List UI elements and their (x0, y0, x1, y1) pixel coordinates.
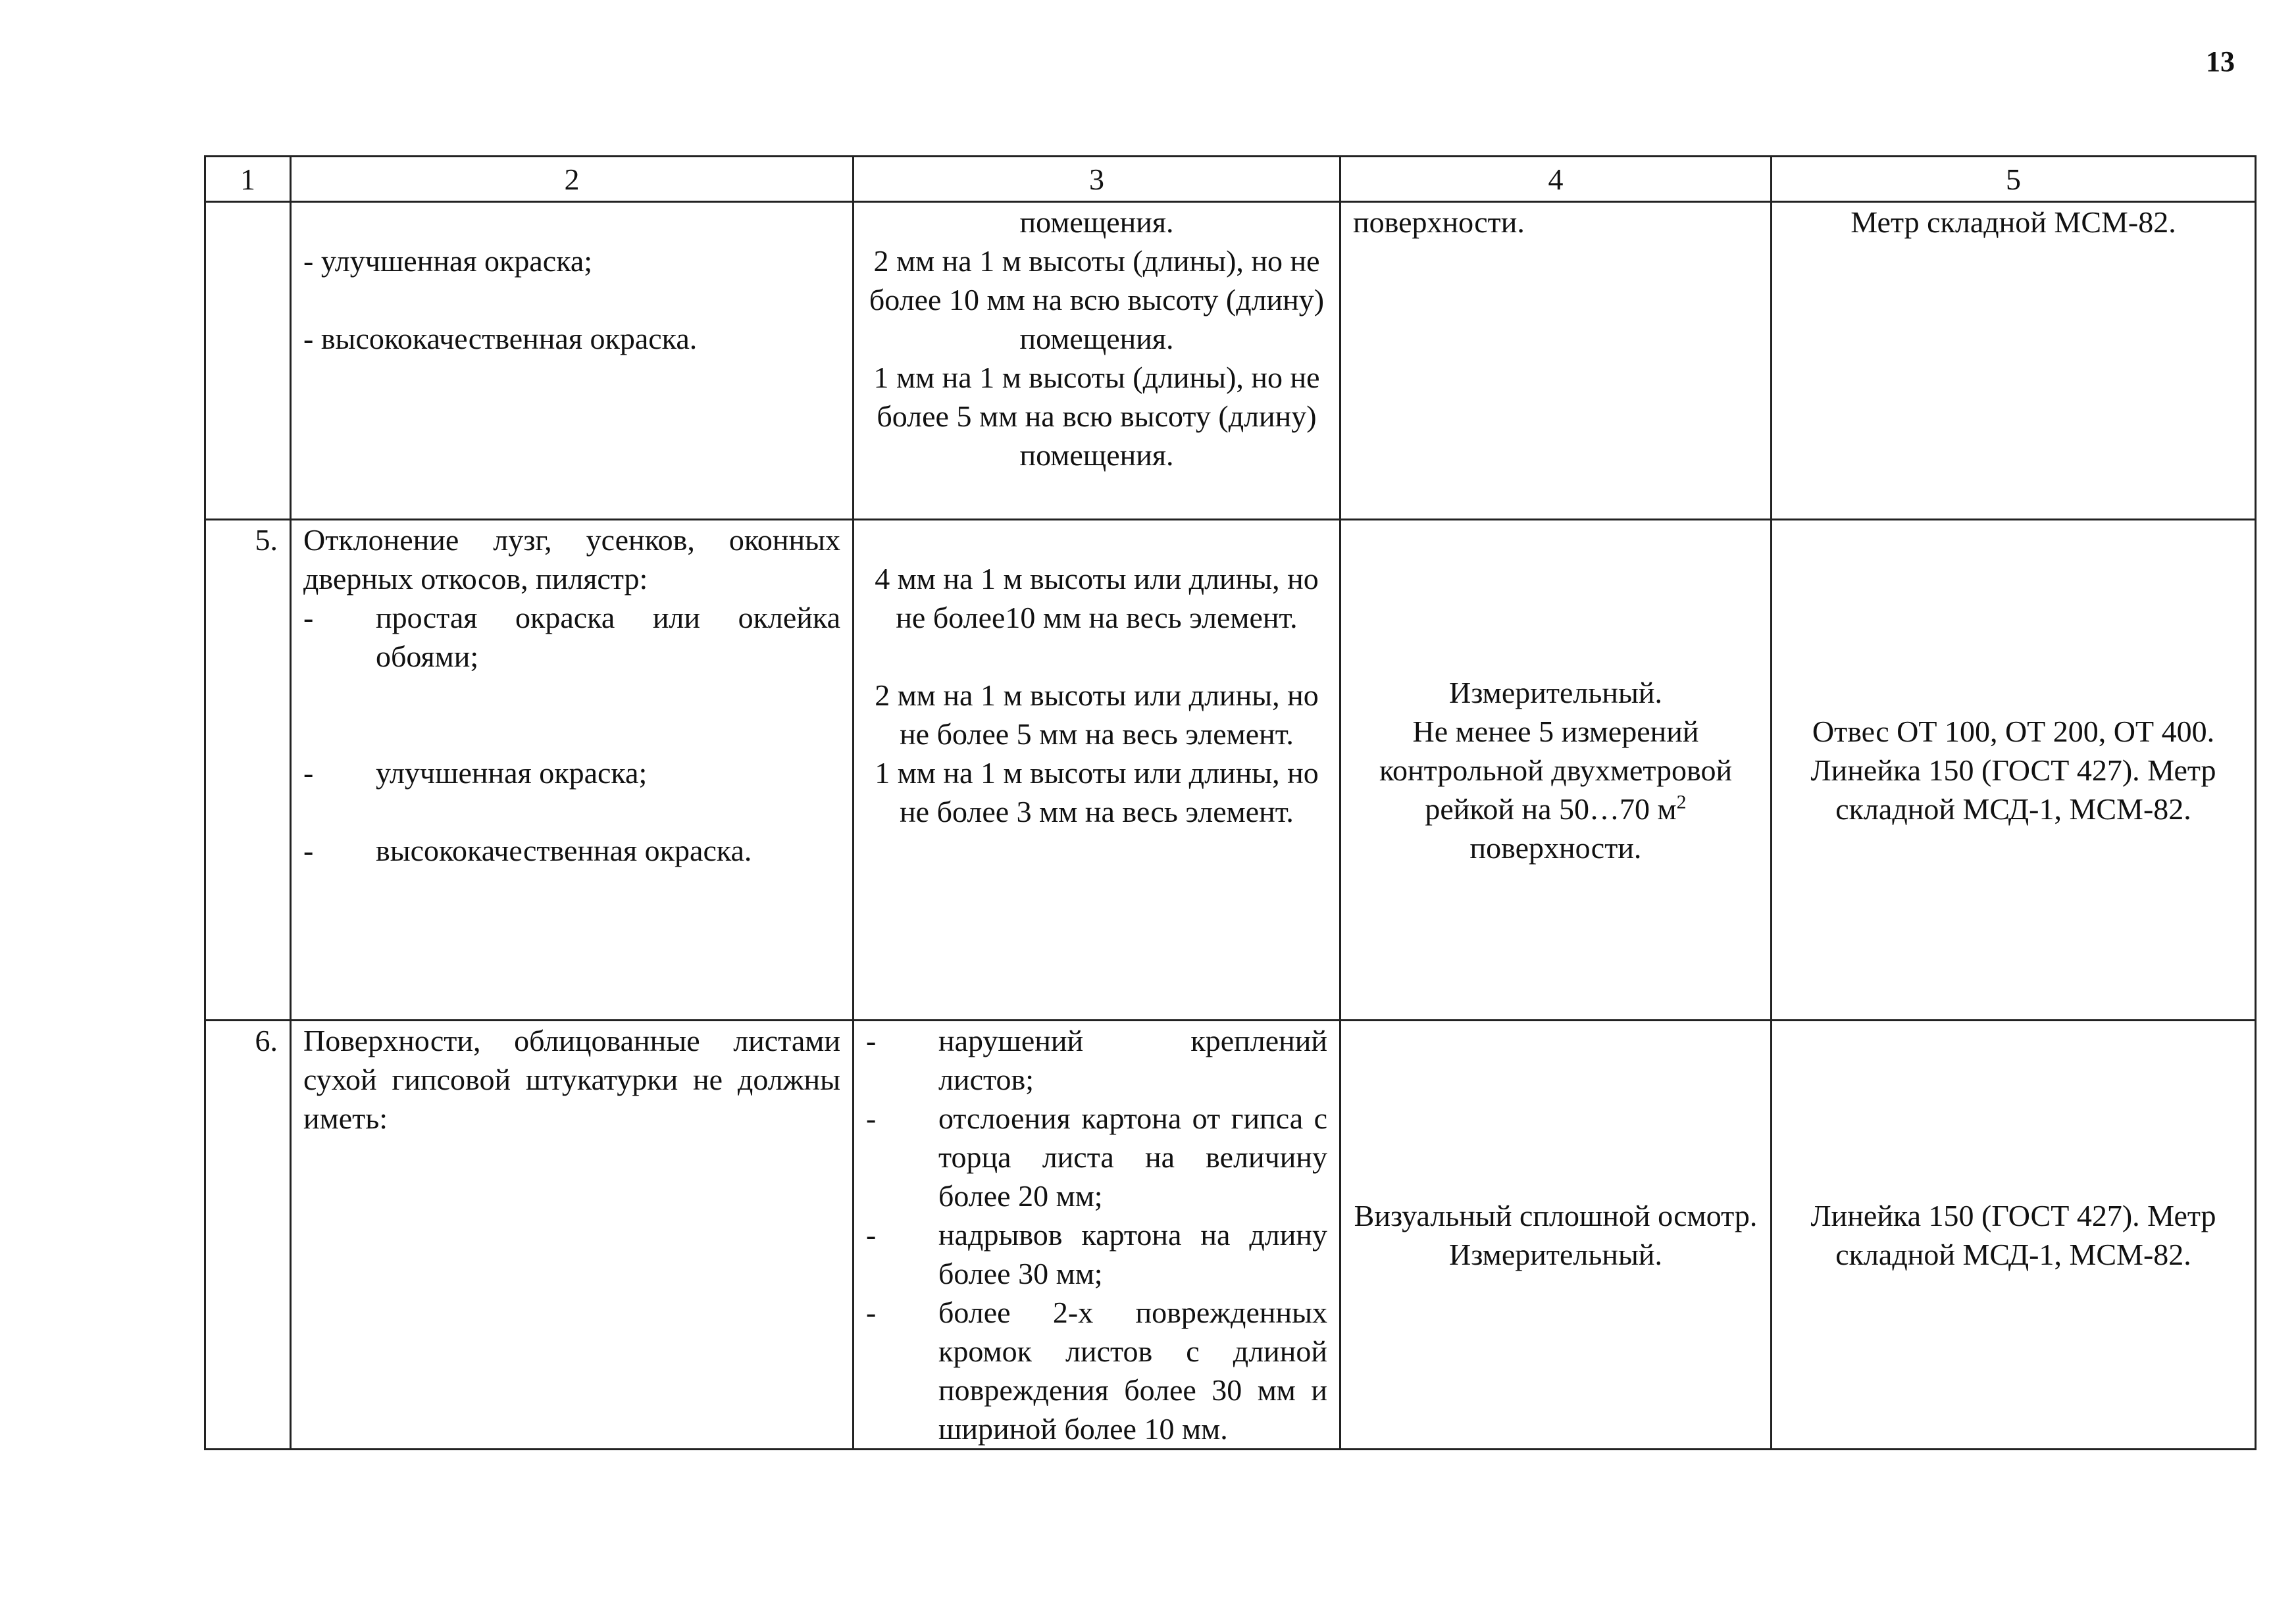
list-item (866, 1293, 1327, 1448)
header-col-5: 5 (1772, 157, 2256, 202)
header-col-1: 1 (205, 157, 291, 202)
tolerance-text: 4 мм на 1 м высоты или длины, но не более10 мм на весь элемент. (875, 562, 1319, 634)
cell-tolerance (854, 1021, 1340, 1450)
list-item-text: нарушений креплений листов; (938, 1024, 1327, 1096)
method-superscript: 2 (1676, 791, 1687, 813)
cell-requirement (291, 520, 854, 1021)
cell-requirement (291, 202, 854, 520)
table-row-5 (205, 520, 2256, 1021)
table-row-continuation (205, 202, 2256, 520)
tolerance-text: 1 мм на 1 м высоты или длины, но не более 3 мм на весь элемент. (875, 756, 1319, 828)
list-dash: - (303, 601, 314, 634)
requirement-item: - высококачественная окраска. (303, 322, 698, 355)
list-item (303, 753, 840, 792)
cell-method: Визуальный сплошной осмотр. Измерительный. (1340, 1021, 1772, 1450)
row-number: 6. (205, 1021, 291, 1450)
cell-num-empty (205, 202, 291, 520)
table-header-row (205, 157, 2256, 202)
row-number: 5. (205, 520, 291, 1021)
cell-requirement: Поверхности, облицованные листами сухой гипсовой штукатурки не должны иметь: (291, 1021, 854, 1450)
requirement-title: Отклонение лузг, усенков, оконных дверных откосов, пилястр: (303, 523, 840, 595)
cell-tools: Линейка 150 (ГОСТ 427). Метр складной МСД-1, МСМ-82. (1772, 1021, 2256, 1450)
table-row-6 (205, 1021, 2256, 1450)
method-text: поверхности. (1469, 830, 1642, 865)
cell-tools: Метр складной МСМ-82. (1772, 202, 2256, 520)
inspection-table (204, 155, 2257, 1450)
tolerance-text: помещения. (1019, 205, 1174, 239)
header-col-3: 3 (854, 157, 1340, 202)
method-text: Измерительный. (1449, 675, 1662, 709)
cell-tolerance (854, 520, 1340, 1021)
list-item-text: высококачественная окраска. (376, 834, 752, 867)
method-text: Не менее 5 измерений контрольной двухметровой рейкой на 50…70 м (1379, 714, 1733, 826)
list-dash: - (866, 1296, 877, 1329)
list-item-text: надрывов картона на длину более 30 мм; (938, 1218, 1327, 1290)
cell-method (1340, 520, 1772, 1021)
list-item-text: отслоения картона от гипса с торца листа на величину более 20 мм; (938, 1101, 1327, 1213)
list-dash: - (866, 1024, 877, 1057)
header-col-4: 4 (1340, 157, 1772, 202)
cell-tools: Отвес ОТ 100, ОТ 200, ОТ 400. Линейка 150 (ГОСТ 427). Метр складной МСД-1, МСМ-82. (1772, 520, 2256, 1021)
tolerance-text: 2 мм на 1 м высоты или длины, но не более 5 мм на весь элемент. (875, 678, 1319, 751)
tolerance-text: 1 мм на 1 м высоты (длины), но не более 5 мм на всю высоту (длину) помещения. (873, 361, 1320, 472)
list-item (866, 1021, 1327, 1099)
requirement-item: - улучшенная окраска; (303, 244, 593, 278)
list-item (303, 598, 840, 676)
list-dash: - (866, 1101, 877, 1135)
page-number: 13 (2206, 45, 2235, 78)
list-item (866, 1099, 1327, 1215)
cell-tolerance (854, 202, 1340, 520)
tolerance-text: 2 мм на 1 м высоты (длины), но не более 10 мм на всю высоту (длину) помещения. (869, 244, 1325, 355)
list-item (303, 831, 840, 870)
list-item-text: более 2-х поврежденных кромок листов с длиной повреждения более 30 мм и шириной более 10 мм. (938, 1296, 1327, 1446)
list-dash: - (303, 834, 314, 867)
list-item-text: простая окраска или оклейка обоями; (376, 601, 840, 673)
cell-method: поверхности. (1340, 202, 1772, 520)
list-dash: - (866, 1218, 877, 1252)
header-col-2: 2 (291, 157, 854, 202)
list-item-text: улучшенная окраска; (376, 756, 648, 790)
list-item (866, 1215, 1327, 1293)
list-dash: - (303, 756, 314, 790)
